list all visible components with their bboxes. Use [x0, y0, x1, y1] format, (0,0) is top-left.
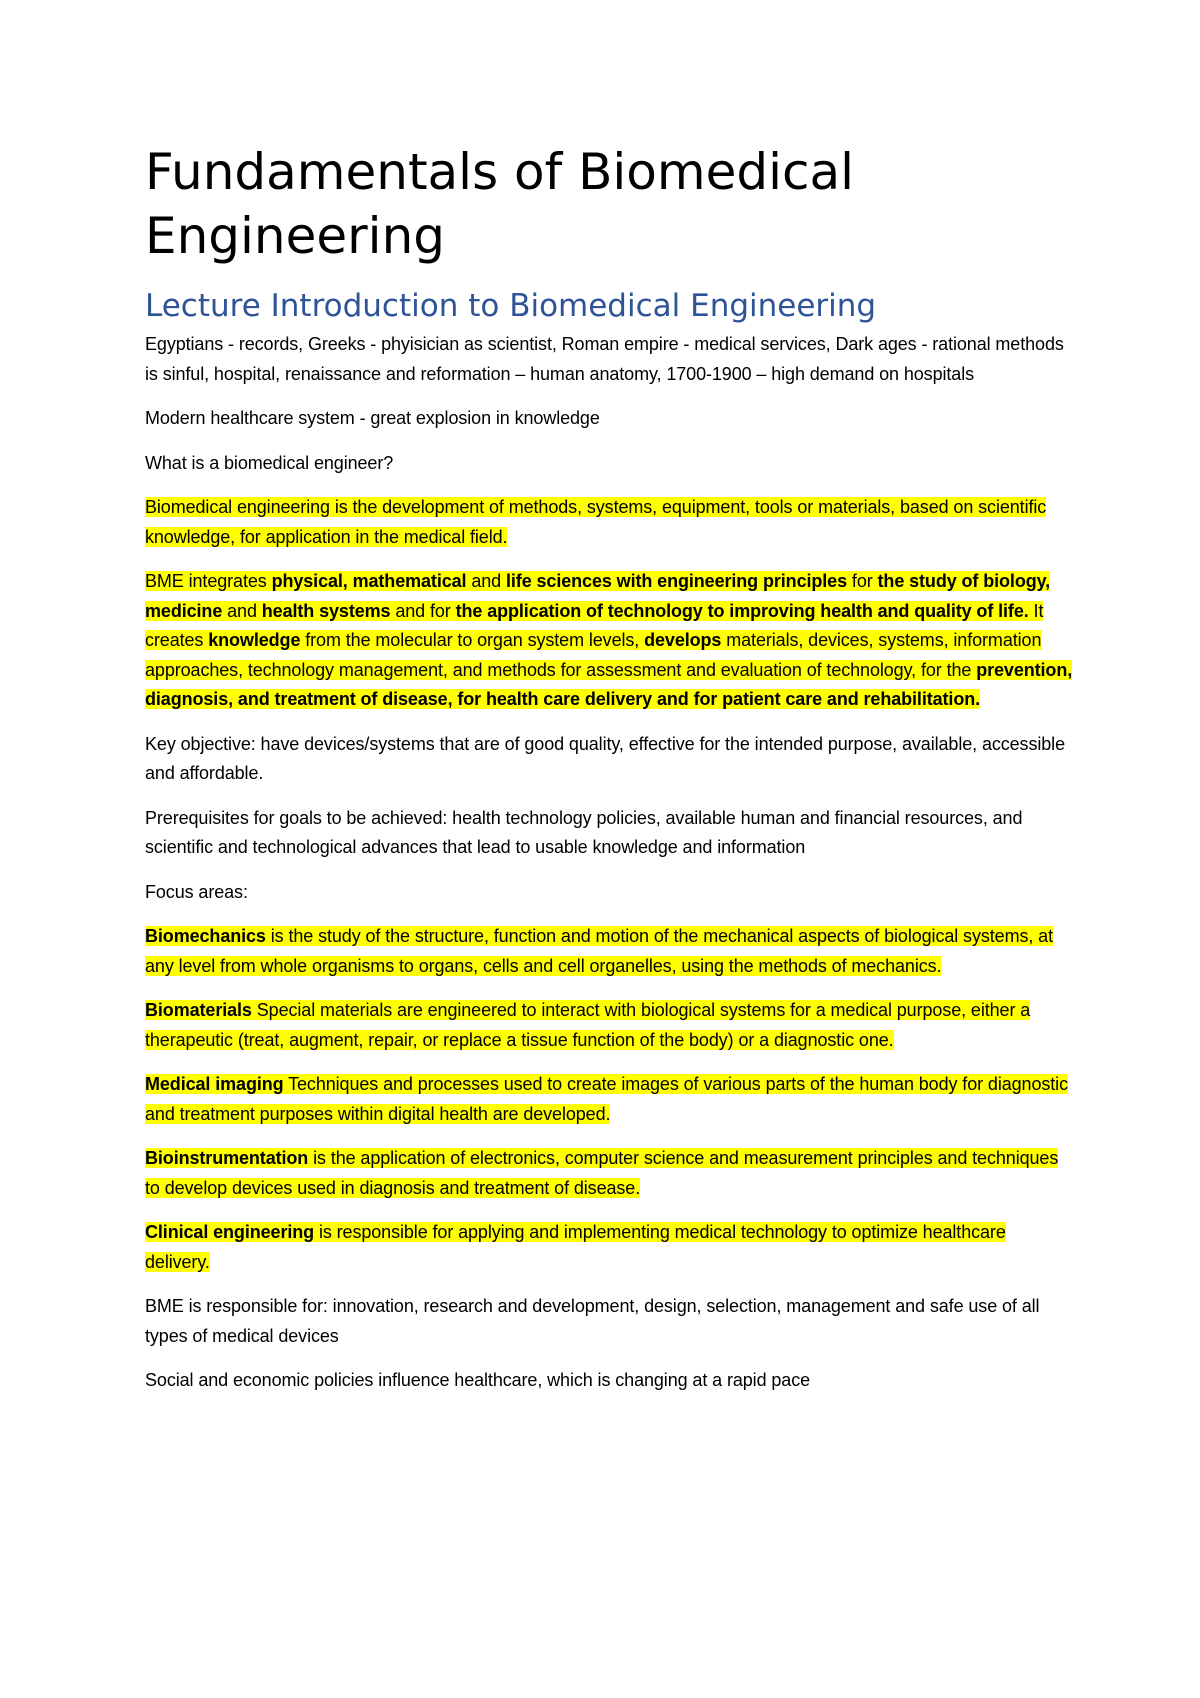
- key-objective-paragraph: Key objective: have devices/systems that are of good quality, effective for the intended purpose, available, accessible and affordable.: [145, 733, 1065, 783]
- bme-bold-5: the application of technology to improving health and quality of life.: [455, 600, 1029, 621]
- focus-area-description: is responsible for applying and implementing medical technology to optimize healthcare delivery.: [145, 1222, 1006, 1272]
- document-body: [145, 140, 1075, 1411]
- bme-integrates-paragraph: [145, 567, 1075, 715]
- prerequisites-paragraph: Prerequisites for goals to be achieved: health technology policies, available human and financial resources, and scientific and technological advances that lead to usable knowledge and information: [145, 807, 1023, 857]
- focus-area-term: Biomechanics: [145, 926, 266, 946]
- focus-area-clinical-engineering: [145, 1218, 1075, 1277]
- focus-area-term: Biomaterials: [145, 1000, 252, 1020]
- focus-area-text: [145, 1074, 1068, 1124]
- focus-area-biomaterials: [145, 996, 1075, 1055]
- bme-text-4: and: [222, 600, 262, 621]
- definition-paragraph: [145, 493, 1075, 552]
- focus-areas-label: Focus areas:: [145, 881, 248, 902]
- bme-integrates-text: [145, 571, 1072, 709]
- focus-area-text: [145, 926, 1053, 976]
- focus-area-description: Special materials are engineered to interact with biological systems for a medical purpose, either a therapeutic (treat, augment, repair, or replace a tissue function of the body) or a diagnostic one.: [145, 1000, 1031, 1050]
- bme-bold-8: prevention, diagnosis, and treatment of disease, for health care delivery and for patient care and rehabilitation: [145, 659, 1073, 709]
- bme-text-9: .: [975, 689, 981, 709]
- focus-area-description: Techniques and processes used to create images of various parts of the human body for diagnostic and treatment purposes within digital health are developed.: [145, 1074, 1068, 1124]
- question-paragraph: What is a biomedical engineer?: [145, 452, 394, 473]
- focus-area-description: is the application of electronics, computer science and measurement principles and techniques to develop devices used in diagnosis and treatment of disease.: [145, 1148, 1059, 1198]
- bme-bold-1: physical, mathematical: [271, 571, 467, 591]
- focus-area-term: Clinical engineering: [145, 1222, 315, 1242]
- bme-text-8: materials, devices, systems, information approaches, technology management, and methods for assessment and evaluation of technology, for the: [145, 630, 1042, 680]
- definition-text: Biomedical engineering is the development of methods, systems, equipment, tools or materials, based on scientific knowledge, for application in the medical field.: [145, 497, 1047, 547]
- bme-text-3: for: [847, 571, 878, 591]
- bme-responsible-paragraph: BME is responsible for: innovation, research and development, design, selection, management and safe use of all types of medical devices: [145, 1296, 1040, 1346]
- bme-bold-7: develops: [644, 630, 722, 650]
- document-title: Fundamentals of Biomedical Engineering: [145, 143, 855, 265]
- modern-healthcare-paragraph: Modern healthcare system - great explosion in knowledge: [145, 408, 600, 428]
- focus-area-bioinstrumentation: [145, 1144, 1075, 1203]
- focus-area-description: is the study of the structure, function and motion of the mechanical aspects of biological systems, at any level from whole organisms to organs, cells and cell organelles, using the methods of mechanics.: [145, 926, 1053, 976]
- social-economic-paragraph: Social and economic policies influence healthcare, which is changing at a rapid pace: [145, 1370, 811, 1390]
- focus-area-text: [145, 1000, 1030, 1050]
- bme-bold-4: health systems: [261, 600, 391, 621]
- bme-bold-3: the study of biology, medicine: [145, 571, 1051, 621]
- bme-text-5: and for: [390, 600, 456, 621]
- focus-area-text: [145, 1148, 1058, 1198]
- lecture-heading: Lecture Introduction to Biomedical Engineering: [145, 288, 877, 324]
- focus-area-biomechanics: [145, 922, 1075, 981]
- focus-area-medical-imaging: [145, 1070, 1075, 1129]
- bme-text-1: BME integrates: [145, 571, 272, 591]
- focus-area-term: Medical imaging: [145, 1074, 284, 1094]
- bme-text-6: It creates: [145, 600, 1044, 650]
- bme-bold-6: knowledge: [208, 630, 301, 650]
- bme-text-2: and: [466, 571, 506, 591]
- bme-text-7: from the molecular to organ system levels,: [300, 630, 645, 650]
- bme-bold-2: life sciences with engineering principles: [506, 571, 848, 591]
- focus-area-text: [145, 1222, 1006, 1272]
- focus-area-term: Bioinstrumentation: [145, 1148, 309, 1168]
- history-paragraph: Egyptians - records, Greeks - phyisician as scientist, Roman empire - medical services, Dark ages - rational methods is sinful, hospital, renaissance and reformation – human anatomy, 1700-1900 – high demand on hospitals: [145, 334, 1064, 384]
